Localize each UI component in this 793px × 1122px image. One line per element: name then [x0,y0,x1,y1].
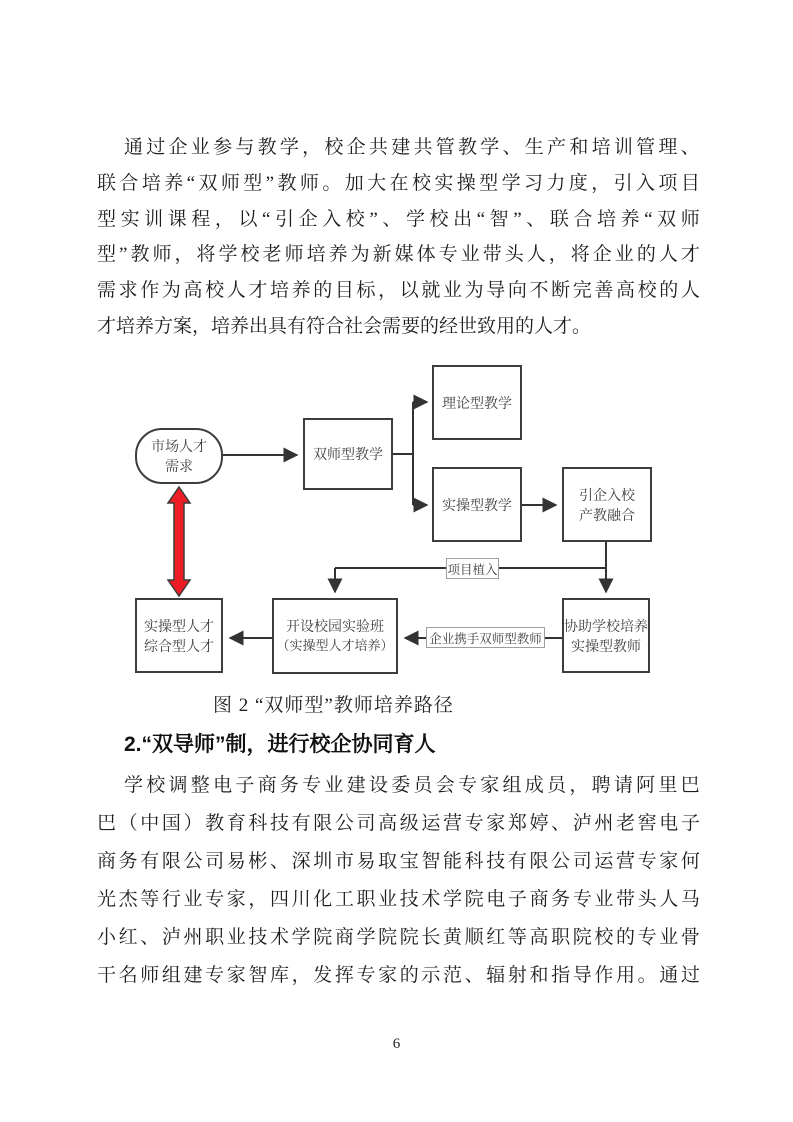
flow-box-text: 产教融合 [579,506,635,523]
flow-box-theory-teaching [432,365,522,440]
text-line: 小 红 、 泸 州 职 业 技 术 学 院 商 学 院 院 长 黄 顺 红 等 高 职 院 校 的 专 业 骨 [97,927,700,948]
flow-box-text: 实操型教学 [442,496,512,513]
text-line: 巴 （ 中 国 ） 教 育 科 技 有 限 公 司 高 级 运 营 专 家 郑 婷 、 泸 州 老 窖 电 子 [97,813,700,834]
red-double-arrow [168,487,190,596]
flow-box-campus-class [272,598,398,674]
text-line: 联 合 培 养 “ 双 师 型 ” 教 师 。 加 大 在 校 实 操 型 学 习 力 度 ， 引 入 项 目 [97,172,700,194]
text-line: 学 校 调 整 电 子 商 务 专 业 建 设 委 员 会 专 家 组 成 员 ， 聘 请 阿 里 巴 [124,775,700,796]
text-line: 需 求 作 为 高 校 人 才 培 养 的 目 标 ， 以 就 业 为 导 向 不 断 完 善 高 校 的 人 [97,280,700,302]
section-heading: 2.“双导师”制，进行校企协同育人 [124,733,436,756]
flow-box-text: 市场人才 [151,438,207,454]
paragraph-2 [97,767,700,995]
flow-box-practice-teaching [432,467,522,542]
text-line: 通 过 企 业 参 与 教 学 ， 校 企 共 建 共 管 教 学 、 生 产 和 培 训 管 理 、 [124,137,700,158]
flow-box-dual-teaching [303,418,393,490]
text-line: 才培养方案，培养出具有符合社会需要的经世致用的人才。 [97,315,592,337]
flow-box-text: 综合型人才 [144,637,214,654]
flow-box-enterprise-fusion [562,467,652,542]
flow-label-enterprise-partner: 企业携手双师型教师 [426,627,545,648]
text-line: 光 杰 等 行 业 专 家 ， 四 川 化 工 职 业 技 术 学 院 电 子 商 务 专 业 带 头 人 马 [97,889,700,910]
figure-caption: 图 2 “双师型”教师培养路径 [213,695,454,716]
page-number: 6 [392,1036,401,1052]
text-line: 型 ” 教 师 ， 将 学 校 老 师 培 养 为 新 媒 体 专 业 带 头 人 ， 将 企 业 的 人 才 [97,244,700,266]
flow-box-text: 双师型教学 [313,446,383,462]
flow-box-text: 理论型教学 [442,394,512,411]
flow-box-text: 开设校园实验班 [286,618,384,634]
flow-box-text: 实操型教师 [571,637,641,654]
flow-box-text: 需求 [165,458,193,474]
flow-box-text: （实操型人才培养） [276,638,394,653]
text-line: 商 务 有 限 公 司 易 彬 、 深 圳 市 易 取 宝 智 能 科 技 有 限 公 司 运 营 专 家 何 [97,851,700,872]
flow-box-assist-school [562,598,650,673]
paragraph-1 [97,130,700,345]
flow-box-text: 协助学校培养 [564,617,648,634]
flow-box-talent-output [135,598,223,673]
text-line: 型 实 训 课 程 ， 以 “ 引 企 入 校 ” 、 学 校 出 “ 智 ” 、 联 合 培 养 “ 双 师 [97,208,700,230]
flow-box-text: 引企入校 [579,486,635,503]
flow-box-text: 实操型人才 [144,617,214,634]
flow-box-market-demand [135,428,223,484]
text-line: 干 名 师 组 建 专 家 智 库 ， 发 挥 专 家 的 示 范 、 辐 射 和 指 导 作 用 。 通 过 [97,965,700,986]
flow-label-project-implant: 项目植入 [446,558,499,579]
